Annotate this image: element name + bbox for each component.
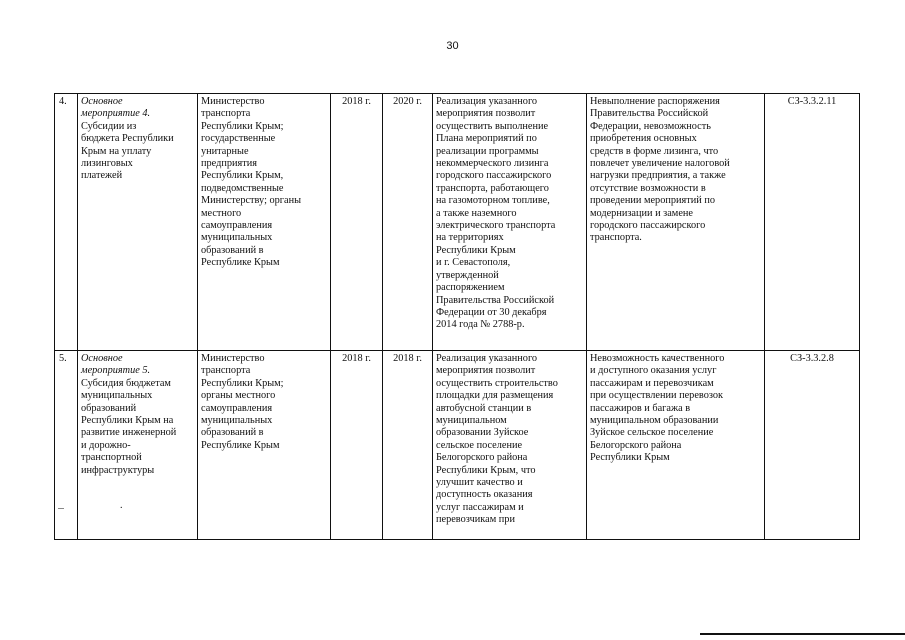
margin-mark (58, 508, 64, 509)
executor-cell: Министерство транспорта Республики Крым; органы местного самоуправления муниципальных образований в Республике Крым (198, 351, 331, 540)
event-title: Основное мероприятие 5. (81, 353, 151, 377)
indicator-code-cell: СЗ-3.3.2.11 (765, 94, 860, 351)
end-year-cell: 2020 г. (383, 94, 433, 351)
indicator-code-cell: СЗ-3.3.2.8 (765, 351, 860, 540)
event-description: Субсидии из бюджета Республики Крым на уплату лизинговых платежей (81, 120, 174, 182)
expected-result-cell: Реализация указанного мероприятия позволит осуществить строительство площадки для размещения автобусной станции в муниципальном образовании Зуйское сельское поселение Белогорского района Республики Крым, что улучшит качество и доступность оказания услуг пассажирам и перевозчикам при (433, 351, 587, 540)
consequences-cell: Невыполнение распоряжения Правительства Российской Федерации, невозможность приобретения основных средств в форме лизинга, что повлечет увеличение налоговой нагрузки предприятия, а также отсутствие возможности в проведении мероприятий по модернизации и замене городского пассажирского транспорта. (587, 94, 765, 351)
start-year-cell: 2018 г. (331, 94, 383, 351)
row-number: 5. (55, 351, 78, 540)
stray-dot: . (120, 500, 123, 511)
consequences-cell: Невозможность качественного и доступного оказания услуг пассажирам и перевозчикам при осуществлении перевозок пассажиров и багажа в муниципальном образовании Зуйское сельское поселение Белогорского района Республики Крым (587, 351, 765, 540)
table-row (55, 94, 860, 351)
event-cell (78, 94, 198, 351)
event-description: Субсидия бюджетам муниципальных образований Республики Крым на развитие инженерной и дорожно- транспортной инфраструктуры (81, 377, 177, 476)
event-title: Основное мероприятие 4. (81, 96, 151, 120)
program-events-table (54, 93, 860, 540)
row-number: 4. (55, 94, 78, 351)
end-year-cell: 2018 г. (383, 351, 433, 540)
expected-result-cell: Реализация указанного мероприятия позволит осуществить выполнение Плана мероприятий по реализации программы некоммерческого лизинга городского пассажирского транспорта, работающего на газомоторном топливе, а также наземного электрического транспорта на территориях Республики Крым и г. Севастополя, утвержденной распоряжением Правительства Российской Федерации от 30 декабря 2014 года № 2788-р. (433, 94, 587, 351)
executor-cell: Министерство транспорта Республики Крым; государственные унитарные предприятия Республики Крым, подведомственные Министерству; органы местного самоуправления муниципальных образований в Республике Крым (198, 94, 331, 351)
start-year-cell: 2018 г. (331, 351, 383, 540)
event-cell (78, 351, 198, 540)
page-number: 30 (446, 40, 459, 52)
footnote-rule (700, 633, 905, 635)
table-row (55, 351, 860, 540)
